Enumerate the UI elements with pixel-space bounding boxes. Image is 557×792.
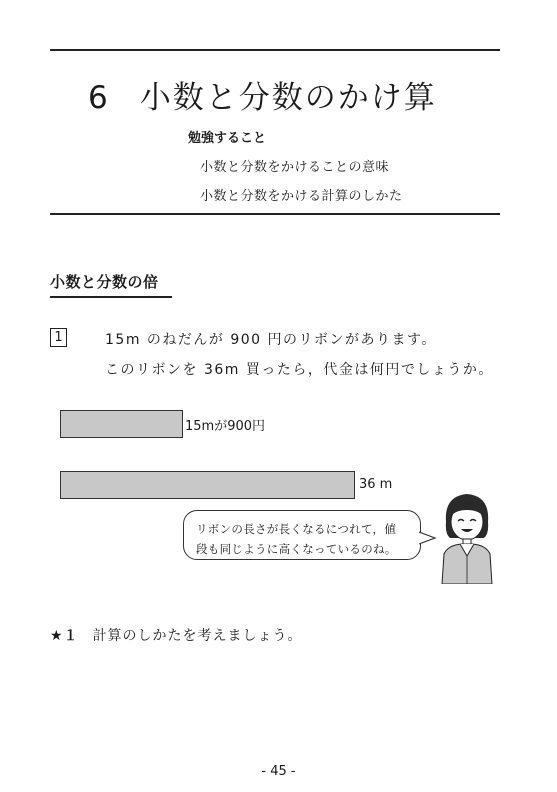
study-heading: 勉強すること: [188, 131, 267, 146]
study-item-2: 小数と分数をかける計算のしかた: [200, 189, 403, 204]
task-label: ★１: [50, 628, 79, 644]
speech-bubble: [183, 510, 421, 560]
task-star-1: [50, 625, 303, 645]
problem-line-1: 15m のねだんが 900 円のリボンがあります。: [105, 332, 437, 348]
ribbon-bar-36m-label: 36 m: [359, 477, 393, 492]
chapter-number: 6: [88, 80, 110, 116]
ribbon-bar-15m: [60, 410, 183, 438]
chapter-title: [88, 72, 437, 117]
speech-bubble-line-2: 段も同じように高くなっているのね。: [196, 542, 397, 556]
ribbon-bar-36m: [60, 471, 355, 499]
girl-character-illustration: [434, 488, 500, 584]
page-number: - 45 -: [261, 764, 296, 779]
chapter-title-text: 小数と分数のかけ算: [139, 80, 437, 116]
problem-line-2: このリボンを 36m 買ったら，代金は何円でしょうか。: [105, 362, 494, 378]
top-rule: [50, 49, 500, 51]
header-bottom-rule: [50, 213, 500, 215]
speech-bubble-line-1: リボンの長さが長くなるにつれて，値: [196, 522, 397, 536]
study-item-1: 小数と分数をかけることの意味: [200, 160, 390, 175]
problem-number: 1: [50, 328, 67, 347]
task-text: 計算のしかたを考えましょう。: [92, 628, 303, 644]
section-underline: [50, 296, 172, 298]
section-heading: 小数と分数の倍: [50, 273, 159, 291]
ribbon-bar-15m-label: 15mが900円: [185, 419, 266, 434]
